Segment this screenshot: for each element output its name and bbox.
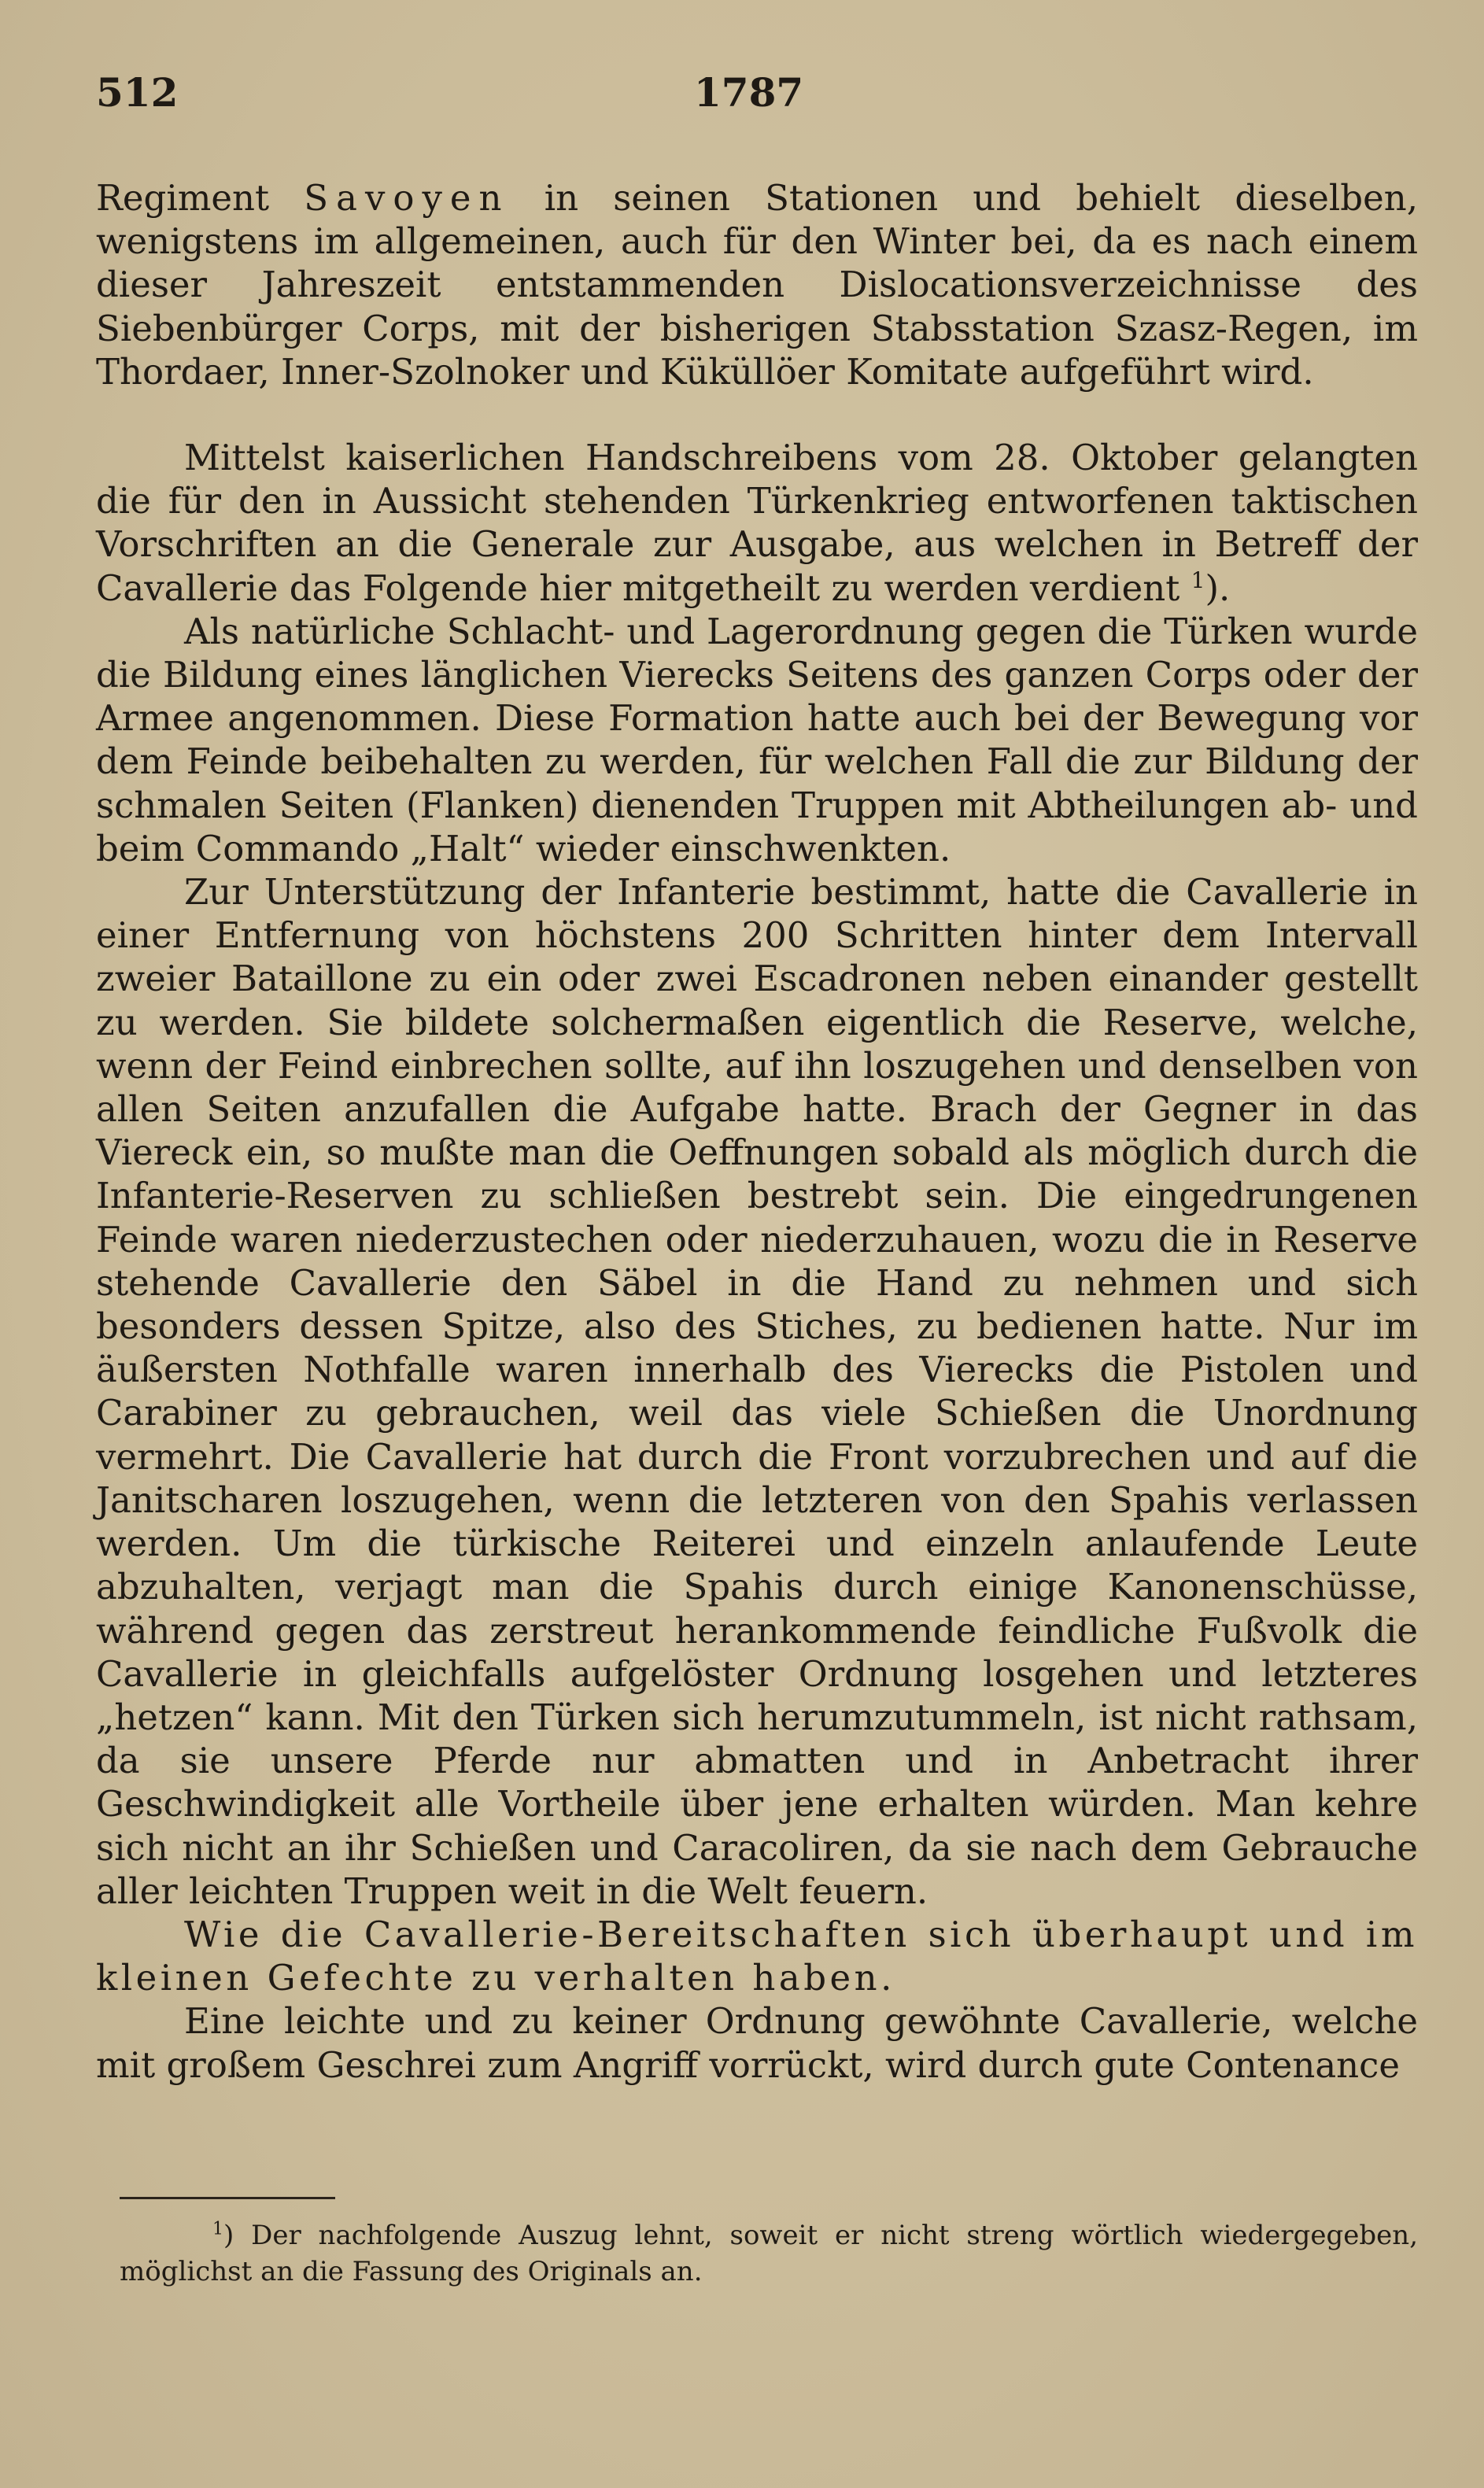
spaced-name-savoyen: Savoyen bbox=[304, 177, 510, 219]
section-heading: Wie die Cavallerie-Bereitschaften sich überhaupt und im kleinen Gefechte zu verhalten haben. bbox=[96, 1913, 1418, 1999]
page-number: 512 bbox=[96, 69, 179, 116]
paragraph-4: Zur Unterstützung der Infanterie bestimmt, hatte die Cavallerie in einer Entfernung von höchstens 200 Schritten hinter dem Intervall zweier Bataillone zu ein oder zwei Escadronen neben einander gestellt zu werden. Sie bildete solchermaßen eigentlich die Reserve, welche, wenn der Feind einbrechen sollte, auf ihn loszugehen und denselben von allen Seiten anzufallen die Aufgabe hatte. Brach der Gegner in das Viereck ein, so mußte man die Oeffnungen sobald als möglich durch die Infanterie-Reserven zu schließen bestrebt sein. Die eingedrungenen Feinde waren niederzustechen oder niederzuhauen, wozu die in Reserve stehende Cavallerie den Säbel in die Hand zu nehmen und sich besonders dessen Spitze, also des Stiches, zu bedienen hatte. Nur im äußersten Nothfalle waren innerhalb des Vierecks die Pistolen und Carabiner zu gebrauchen, weil das viele Schießen die Unordnung vermehrt. Die Cavallerie hat durch die Front vorzubrechen und auf die Janitscharen loszugehen, wenn die letzteren von den Spahis verlassen werden. Um die türkische Reiterei und einzeln anlaufende Leute abzuhalten, verjagt man die Spahis durch einige Kanonenschüsse, während gegen das zerstreut herankommende feindliche Fußvolk die Cavallerie in gleichfalls aufgelöster Ordnung losgehen und letzteres „hetzen“ kann. Mit den Türken sich herumzutummeln, ist nicht rathsam, da sie unsere Pferde nur abmatten und in Anbetracht ihrer Geschwindigkeit alle Vortheile über jene erhalten würden. Man kehre sich nicht an ihr Schießen und Caracoliren, da sie nach dem Gebrauche aller leichten Truppen weit in die Welt feuern. bbox=[96, 871, 1418, 1912]
paragraph-6: Eine leichte und zu keiner Ordnung gewöhnte Cavallerie, welche mit großem Geschrei zum Angriff vorrückt, wird durch gute Contenance bbox=[96, 2000, 1418, 2086]
running-head-year: 1787 bbox=[694, 69, 804, 116]
page-header bbox=[96, 69, 804, 124]
paragraph-3: Als natürliche Schlacht- und Lagerordnung gegen die Türken wurde die Bildung eines länglichen Vierecks Seitens des ganzen Corps oder der Armee angenommen. Diese Formation hatte auch bei der Bewegung vor dem Feinde beibehalten zu werden, für welchen Fall die zur Bildung der schmalen Seiten (Flanken) dienenden Truppen mit Abtheilungen ab- und beim Commando „Halt“ wieder einschwenkten. bbox=[96, 610, 1418, 869]
body-text bbox=[96, 176, 1418, 2087]
footnote-divider bbox=[120, 2197, 335, 2199]
footnote-mark-paren: ) bbox=[223, 2220, 234, 2251]
footnote-text: Der nachfolgende Auszug lehnt, soweit er nicht streng wörtlich wiedergegeben, möglichst an die Fassung des Originals an. bbox=[120, 2220, 1418, 2287]
footnote bbox=[120, 2217, 1418, 2290]
footnote-mark: 1 bbox=[212, 2219, 223, 2239]
paragraph-1: Regiment Savoyen in seinen Stationen und behielt dieselben, wenigstens im allgemeinen, auch für den Winter bei, da es nach einem dieser Jahreszeit entstammenden Dislocationsverzeichnisse des Siebenbürger Corps, mit der bisherigen Stabsstation Szasz-Regen, im Thordaer, Inner-Szolnoker und Küküllöer Komitate aufgeführt wird. bbox=[96, 177, 1418, 393]
paragraph-2: Mittelst kaiserlichen Handschreibens vom 28. Oktober gelangten die für den in Aussicht stehenden Türkenkrieg entworfenen taktischen Vorschriften an die Generale zur Ausgabe, aus welchen in Betreff der Cavallerie das Folgende hier mitgetheilt zu werden verdient $^1$). bbox=[96, 437, 1418, 609]
footnote-reference: 1 bbox=[1191, 567, 1205, 593]
